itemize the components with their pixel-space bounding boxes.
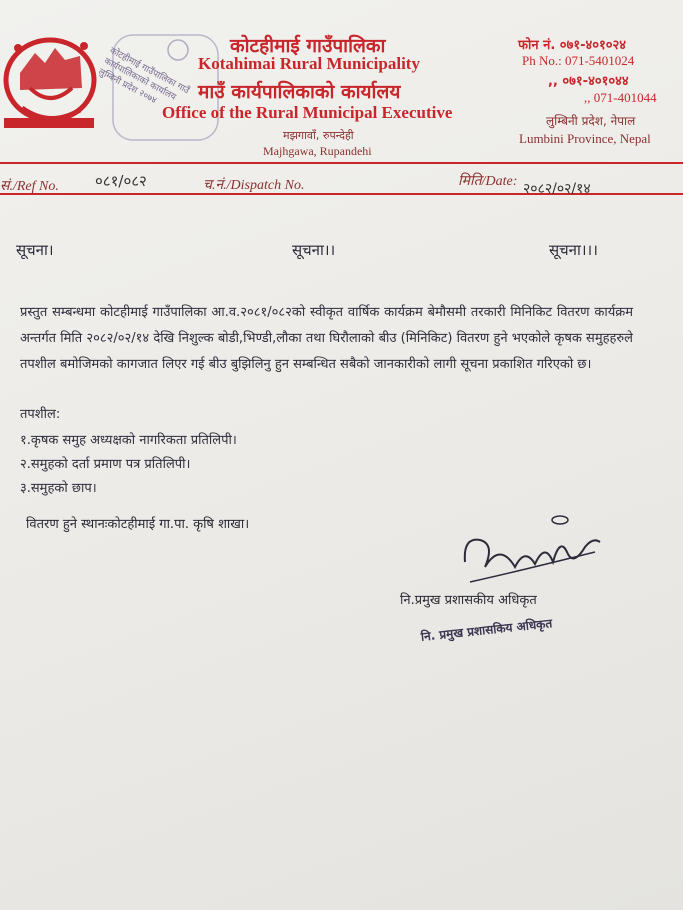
phone-np-2: ,, ०७१-४०१०४४ bbox=[548, 74, 629, 89]
details-heading: तपशील: bbox=[20, 407, 61, 422]
office-title-en: Office of the Rural Municipal Executive bbox=[162, 103, 453, 122]
dispatch-no-label: च.नं./Dispatch No. bbox=[203, 178, 305, 193]
municipality-title-np: कोटहीमाई गाउँपालिका bbox=[230, 35, 386, 57]
municipality-title-en: Kotahimai Rural Municipality bbox=[198, 54, 420, 73]
address-np: मझगावाँ, रुपन्देही bbox=[283, 129, 354, 142]
distribution-place: वितरण हुने स्थानःकोटहीमाई गा.पा. कृषि शाखा। bbox=[26, 517, 250, 532]
address-en: Majhgawa, Rupandehi bbox=[263, 144, 372, 158]
phone-np-1: फोन नं. ०७१-४०१०२४ bbox=[518, 38, 627, 53]
notice-heading-middle: सूचना।। bbox=[292, 241, 336, 259]
ref-no-value: ०८१/०८२ bbox=[95, 172, 147, 190]
province-np: लुम्बिनी प्रदेश, नेपाल bbox=[546, 114, 636, 128]
date-label: मिति/Date: bbox=[458, 174, 518, 189]
details-item: २.समुहको दर्ता प्रमाण पत्र प्रतिलिपी। bbox=[20, 457, 191, 472]
notice-body-paragraph: प्रस्तुत सम्बन्धमा कोटहीमाई गाउँपालिका आ.व.२०८१/०८२को स्वीकृत वार्षिक कार्यक्रम बेमौसमी तरकारी मिनिकिट वितरण कार्यक्रम अन्तर्गत मिति २०८२/०२/१४ देखि निशुल्क बोडी,भिण्डी,लौका तथा घिरौलाको बीउ (मिनिकिट) वितरण हुने भएकोले कृषक समुहहरुले तपशील बमोजिमको कागजात लिएर गई बीउ बुझिलिनु हुन सम्बन्धित सबैको जानकारीको लागी सूचना प्रकाशित गरिएको छ। bbox=[20, 305, 633, 372]
office-title-np: माउँ कार्यपालिकाको कार्यालय bbox=[198, 81, 401, 103]
province-en: Lumbini Province, Nepal bbox=[519, 131, 651, 146]
header-divider bbox=[0, 162, 683, 164]
details-item: ३.समुहको छाप। bbox=[20, 481, 97, 496]
date-value: २०८२/०२/१४ bbox=[523, 181, 591, 197]
signatory-title: नि.प्रमुख प्रशासकीय अधिकृत bbox=[400, 593, 537, 608]
notice-heading-left: सूचना। bbox=[16, 241, 54, 259]
phone-en-1: Ph No.: 071-5401024 bbox=[522, 53, 635, 68]
nepal-emblem-icon bbox=[0, 28, 100, 138]
notice-heading-right: सूचना।।। bbox=[549, 241, 598, 259]
seal-text: कोटहीमाई गाउँपालिका गाउँ कार्यपालिकाको कार्यालय लुम्बिनी प्रदेश २०७४ bbox=[96, 45, 191, 107]
signatory-stamp: नि. प्रमुख प्रशासकिय अधिकृत bbox=[420, 616, 553, 644]
ref-no-label: सं./Ref No. bbox=[0, 179, 59, 194]
details-item: १.कृषक समुह अध्यक्षको नागरिकता प्रतिलिपी। bbox=[20, 433, 237, 448]
phone-en-2: ,, 071-401044 bbox=[584, 90, 657, 105]
